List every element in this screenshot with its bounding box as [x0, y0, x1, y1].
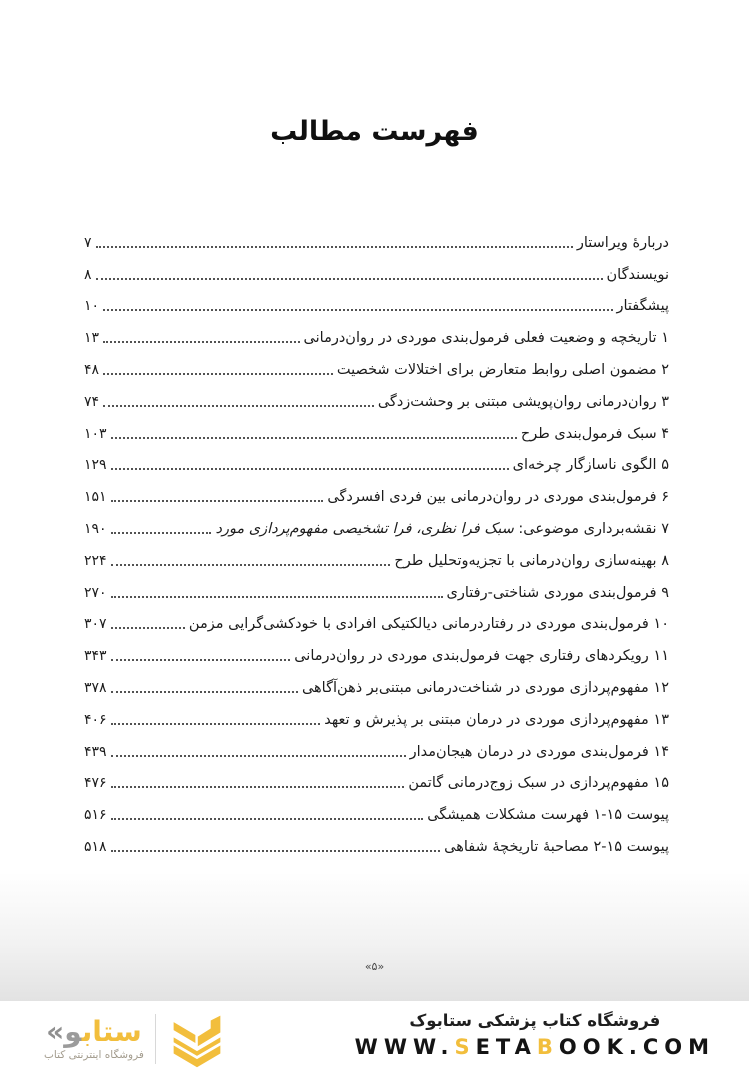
setabook-logo	[44, 1010, 227, 1068]
toc-dotted-leader	[111, 468, 509, 470]
toc-dotted-leader	[111, 596, 443, 598]
toc-entry-title-italic: سبک فرا نظری، فرا تشخیصی مفهوم‌پردازی مورد	[215, 521, 514, 538]
logo-wordmark	[46, 1014, 142, 1048]
toc-entry-page: ۴۳۹	[84, 743, 107, 760]
toc-entry	[84, 450, 669, 482]
page-number-marker: «۵»	[364, 960, 385, 973]
toc-entry-title: ۱۰ فرمول‌بندی موردی در رفتاردرمانی دیالکتیکی افرادی با خودکشی‌گرایی مزمن	[188, 616, 669, 633]
toc-entry-page: ۱۰۳	[84, 425, 107, 442]
toc-dotted-leader	[111, 691, 298, 693]
url-accent-b: B	[536, 1035, 559, 1059]
toc-entry	[84, 768, 669, 800]
toc-entry-title: پیوست ۱۵-۲ مصاحبهٔ تاریخچهٔ شفاهی	[444, 839, 669, 856]
toc-dotted-leader	[103, 309, 612, 311]
url-accent-s: S	[454, 1035, 476, 1059]
toc-dotted-leader	[111, 564, 391, 566]
toc-entry-page: ۲۲۴	[84, 552, 107, 569]
toc-dotted-leader	[103, 341, 299, 343]
toc-entry	[84, 736, 669, 768]
logo-divider	[155, 1014, 157, 1064]
toc-dotted-leader	[111, 627, 185, 629]
toc-entry	[84, 481, 669, 513]
url-part: OOK.COM	[558, 1035, 715, 1059]
toc-entry-title: ۱ تاریخچه و وضعیت فعلی فرمول‌بندی موردی در روان‌درمانی	[303, 330, 669, 347]
logo-tagline: فروشگاه اینترنتی کتاب	[44, 1049, 144, 1062]
store-name: فروشگاه کتاب پزشکی ستابوک	[409, 1011, 661, 1030]
site-url	[355, 1035, 715, 1059]
url-part: ETA	[475, 1035, 537, 1059]
toc-entry-title: ۵ الگوی ناسازگار چرخه‌ای	[512, 457, 669, 474]
toc-entry-title: ۹ فرمول‌بندی موردی شناختی-رفتاری	[446, 584, 669, 601]
toc-entry-title: ۳ روان‌درمانی روان‌پویشی مبتنی بر وحشت‌زدگی	[377, 393, 669, 410]
toc-entry-title: ۱۵ مفهوم‌پردازی در سبک زوج‌درمانی گاتمن	[408, 775, 669, 792]
toc-entry-page: ۳۴۳	[84, 648, 107, 665]
toc-entry	[84, 386, 669, 418]
toc-entry-title: نویسندگان	[606, 266, 669, 283]
toc-entry	[84, 259, 669, 291]
toc-entry-page: ۳۷۸	[84, 680, 107, 697]
toc-entry-title: ۱۱ رویکردهای رفتاری جهت فرمول‌بندی موردی در روان‌درمانی	[294, 648, 669, 665]
toc-entry-page: ۵۱۸	[84, 839, 107, 856]
toc-dotted-leader	[111, 786, 405, 788]
logo-wordmark-yellow: ستاب	[81, 1014, 142, 1048]
toc-entry-page: ۱۲۹	[84, 457, 107, 474]
toc-entry-title: ۷ نقشه‌برداری موضوعی: سبک فرا نظری، فرا تشخیصی مفهوم‌پردازی مورد	[215, 521, 669, 538]
toc-dotted-leader	[96, 246, 573, 248]
toc-entry-page: ۵۱۶	[84, 807, 107, 824]
toc-entry-page: ۱۰	[84, 298, 100, 315]
toc-dotted-leader	[111, 500, 324, 502]
toc-entry-page: ۱۵۱	[84, 489, 107, 506]
toc-entry-page: ۷	[84, 234, 92, 251]
toc-dotted-leader	[111, 850, 441, 852]
toc-entry	[84, 291, 669, 323]
page-bottom-shade	[0, 872, 749, 1002]
toc-entry-title: دربارهٔ ویراستار	[576, 234, 669, 251]
toc-entry-title: ۲ مضمون اصلی روابط متعارض برای اختلالات شخصیت	[336, 362, 669, 379]
toc-entry-title: ۸ بهینه‌سازی روان‌درمانی با تجزیه‌وتحلیل طرح	[394, 552, 669, 569]
toc-dotted-leader	[111, 723, 321, 725]
toc-entry-page: ۴۸	[84, 362, 100, 379]
toc-entry-title: ۱۳ مفهوم‌پردازی موردی در درمان مبتنی بر پذیرش و تعهد	[324, 711, 669, 728]
toc-entry	[84, 545, 669, 577]
toc-dotted-leader	[111, 818, 424, 820]
toc-entry	[84, 322, 669, 354]
toc-entry-title: ۱۴ فرمول‌بندی موردی در درمان هیجان‌مدار	[409, 743, 669, 760]
toc-entry-title: ۶ فرمول‌بندی موردی در روان‌درمانی بین فردی افسردگی	[327, 489, 669, 506]
logo-wordmark-gray: و	[64, 1014, 82, 1048]
toc-entry-page: ۷۴	[84, 393, 100, 410]
toc-entry	[84, 704, 669, 736]
url-part: WWW.	[354, 1035, 455, 1059]
footer-store-info	[355, 1011, 715, 1059]
toc-entry	[84, 799, 669, 831]
logo-chevron-glyph: «	[46, 1014, 65, 1048]
toc-dotted-leader	[103, 405, 374, 407]
toc-entry-page: ۱۳	[84, 330, 100, 347]
toc-entry-page: ۱۹۰	[84, 521, 107, 538]
toc-dotted-leader	[111, 437, 517, 439]
toc-entry	[84, 577, 669, 609]
toc-entry	[84, 513, 669, 545]
toc-entry-title: پیشگفتار	[616, 298, 669, 315]
footer-band	[0, 1001, 749, 1079]
toc-entry-page: ۸	[84, 266, 92, 283]
double-chevron-book-icon	[167, 1010, 227, 1068]
toc-entry-title: ۱۲ مفهوم‌پردازی موردی در شناخت‌درمانی مبتنی‌بر ذهن‌آگاهی	[301, 680, 669, 697]
toc-dotted-leader	[111, 659, 291, 661]
toc-entry	[84, 227, 669, 259]
toc-dotted-leader	[96, 278, 603, 280]
page-title: فهرست مطالب	[270, 116, 479, 147]
toc-entry-title: ۴ سبک فرمول‌بندی طرح	[520, 425, 669, 442]
toc-entry	[84, 831, 669, 863]
toc-dotted-leader	[111, 532, 212, 534]
toc-entry-page: ۴۰۶	[84, 711, 107, 728]
toc-entry-page: ۲۷۰	[84, 584, 107, 601]
toc-entry	[84, 354, 669, 386]
toc-entry	[84, 609, 669, 641]
toc-entry-page: ۳۰۷	[84, 616, 107, 633]
toc-dotted-leader	[111, 755, 406, 757]
toc-list	[84, 227, 669, 863]
toc-dotted-leader	[103, 373, 333, 375]
toc-entry	[84, 640, 669, 672]
toc-entry-page: ۴۷۶	[84, 775, 107, 792]
toc-entry-title: پیوست ۱۵-۱ فهرست مشکلات همیشگی	[427, 807, 669, 824]
toc-entry	[84, 418, 669, 450]
toc-entry	[84, 672, 669, 704]
logo-text-block	[44, 1014, 144, 1062]
